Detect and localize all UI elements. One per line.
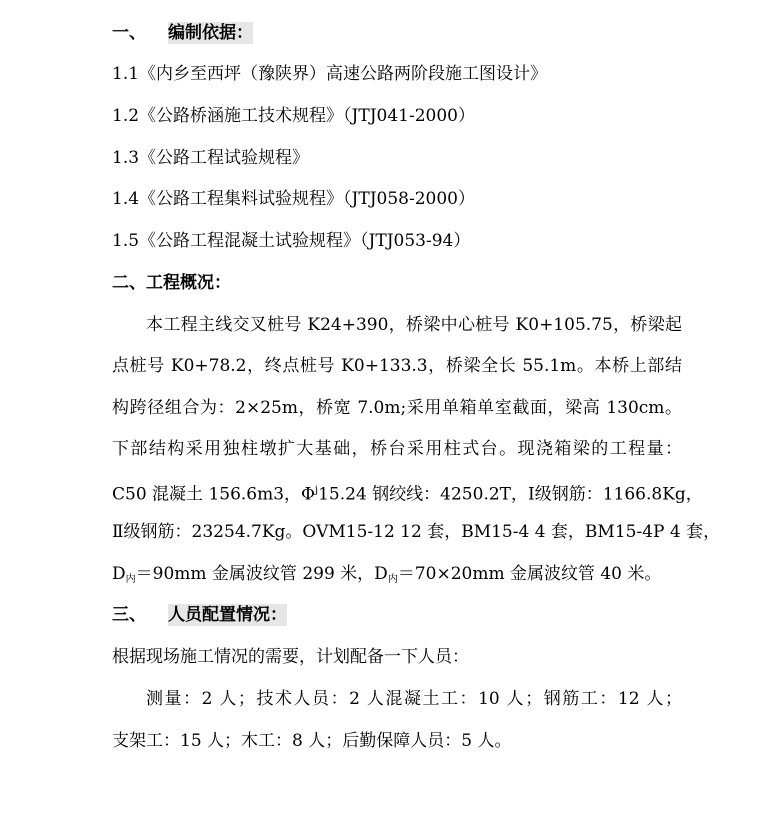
list-item: 1.4《公路工程集料试验规程》（JTJ058-2000） — [112, 189, 475, 209]
list-item: 1.1《内乡至西坪（豫陕界）高速公路两阶段施工图设计》 — [112, 64, 548, 84]
paragraph-line: 下部结构采用独柱墩扩大基础，桥台采用柱式台。现浇箱梁的工程量： — [112, 439, 682, 459]
paragraph-line: 支架工：15 人；木工：8 人；后勤保障人员：5 人。 — [112, 731, 512, 751]
paragraph-line — [112, 480, 703, 506]
paragraph-line: 点桩号 K0+78.2，终点桩号 K0+133.3，桥梁全长 55.1m。本桥上部结 — [112, 356, 682, 376]
list-item: 1.3《公路工程试验规程》 — [112, 148, 310, 168]
text-segment: C50 混凝土 156.6m3，$\Phi^j15.24$ 钢绞线：4250.2T，Ⅰ级钢筋：1166.8Kg， — [112, 484, 703, 505]
paragraph-line: $D_内=90mm$ 金属波纹管 299 米，$D_内=70\times 20mm$ 金属波纹管 40 米。 — [112, 564, 662, 585]
list-item: 1.2《公路桥涵施工技术规程》（JTJ041-2000） — [112, 106, 475, 126]
paragraph-line: Ⅱ级钢筋：23254.7Kg。OVM15-12 12 套，BM15-4 4 套，BM15-4P 4 套， — [112, 522, 721, 542]
subscript: 内 — [387, 574, 398, 585]
section-heading-3 — [112, 604, 682, 626]
section-number: 三、 — [112, 605, 146, 625]
section-title: 编制依据： — [168, 23, 253, 43]
paragraph-line: 构跨径组合为：2×25m，桥宽 7.0m;采用单箱单室截面，梁高 130cm。 — [112, 398, 682, 418]
subscript: 内 — [125, 574, 136, 585]
section-number: 一、 — [112, 23, 146, 43]
paragraph-line: 根据现场施工情况的需要，计划配备一下人员： — [112, 647, 469, 667]
section-title: 二、工程概况： — [112, 273, 231, 293]
section-heading-1 — [112, 22, 682, 44]
superscript: j — [315, 485, 319, 496]
paragraph-line: 本工程主线交叉桩号 K24+390，桥梁中心桩号 K0+105.75，桥梁起 — [146, 315, 682, 335]
paragraph-line: 测量：2 人；技术人员：2 人混凝土工：10 人；钢筋工：12 人； — [146, 689, 682, 709]
list-item: 1.5《公路工程混凝土试验规程》（JTJ053-94） — [112, 231, 471, 251]
section-heading-2 — [112, 272, 682, 294]
section-title: 人员配置情况： — [168, 605, 287, 625]
